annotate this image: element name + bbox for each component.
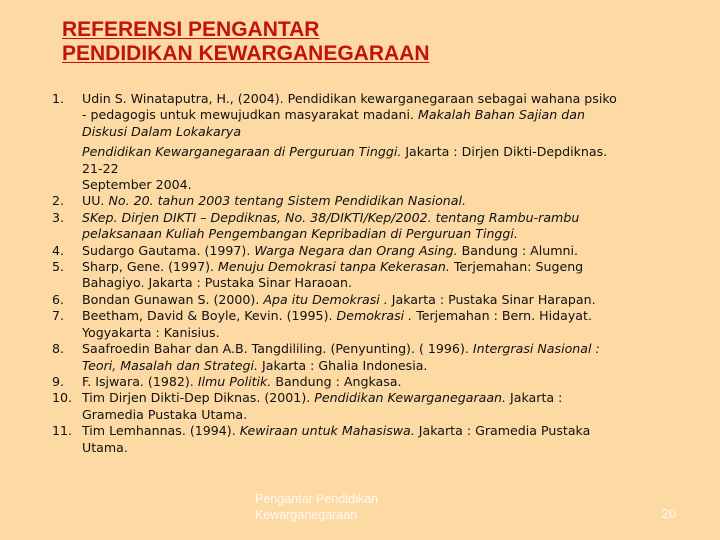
reference-line — [82, 124, 692, 140]
reference-item — [52, 308, 692, 341]
reference-publisher: Bandung : Angkasa. — [271, 373, 402, 389]
reference-line — [82, 144, 692, 160]
reference-italic-title: Menuju Demokrasi tanpa Kekerasan. — [218, 259, 450, 275]
reference-line — [82, 308, 692, 324]
reference-line — [82, 341, 692, 357]
reference-text — [82, 259, 692, 292]
reference-list — [52, 91, 692, 456]
reference-number: 4. — [52, 242, 65, 258]
reference-number: 10. — [52, 390, 73, 406]
reference-text — [82, 292, 692, 308]
reference-item — [52, 341, 692, 374]
reference-plain-text: UU. — [82, 193, 109, 209]
reference-text — [82, 91, 692, 193]
reference-number: 3. — [52, 209, 65, 225]
reference-plain-text: Bondan Gunawan S. (2000). — [82, 291, 264, 307]
reference-plain-text: Yogyakarta : Kanisius. — [82, 324, 220, 340]
reference-item — [52, 259, 692, 292]
reference-text — [82, 423, 692, 456]
reference-text — [82, 390, 692, 423]
reference-item — [52, 374, 692, 390]
reference-plain-text: Beetham, David & Boyle, Kevin. (1995). — [82, 308, 337, 324]
title-line-2: PENDIDIKAN KEWARGANEGARAAN — [62, 42, 430, 65]
reference-italic-title: Pendidikan Kewarganegaraan di Perguruan Tinggi. — [82, 144, 402, 160]
reference-item — [52, 193, 692, 209]
reference-publisher: Jakarta : Dirjen Dikti-Depdiknas. — [401, 144, 608, 160]
reference-number: 7. — [52, 308, 65, 324]
reference-line — [82, 423, 692, 439]
reference-line — [82, 226, 692, 242]
slide-title — [62, 18, 430, 66]
reference-plain-text: Gramedia Pustaka Utama. — [82, 406, 248, 422]
reference-italic-title: Ilmu Politik. — [197, 373, 272, 389]
reference-number: 1. — [52, 91, 65, 106]
reference-line — [82, 177, 692, 193]
reference-item — [52, 390, 692, 423]
reference-line — [82, 275, 692, 291]
footer-course-name — [255, 491, 378, 523]
reference-line — [82, 440, 692, 456]
reference-plain-text: Sudargo Gautama. (1997). — [82, 242, 255, 258]
reference-plain-text: 21-22 — [82, 160, 119, 176]
reference-line — [82, 243, 692, 259]
reference-italic-title: Teori, Masalah dan Strategi. — [82, 357, 259, 373]
reference-line — [82, 259, 692, 275]
reference-publisher: Bandung : Alumni. — [457, 242, 579, 258]
reference-line — [82, 358, 692, 374]
reference-number: 11. — [52, 423, 73, 439]
reference-italic-title: No. 20. tahun 2003 tentang Sistem Pendidikan Nasional. — [108, 193, 466, 209]
reference-item — [52, 210, 692, 243]
reference-item — [52, 423, 692, 456]
reference-italic-title: Makalah Bahan Sajian dan — [418, 107, 585, 123]
reference-plain-text: Tim Lemhannas. (1994). — [82, 423, 240, 439]
reference-italic-title: Pendidikan Kewarganegaraan. — [314, 390, 507, 406]
reference-number: 2. — [52, 193, 65, 209]
title-line-1: REFERENSI PENGANTAR — [62, 18, 320, 41]
reference-number: 6. — [52, 291, 65, 307]
reference-plain-text: September 2004. — [82, 177, 192, 193]
reference-italic-title: pelaksanaan Kuliah Pengembangan Kepribadian di Perguruan Tinggi. — [82, 226, 518, 242]
reference-line — [82, 161, 692, 177]
reference-plain-text: Utama. — [82, 439, 128, 455]
reference-line — [82, 292, 692, 308]
reference-plain-text: Tim Dirjen Dikti-Dep Diknas. (2001). — [82, 390, 315, 406]
reference-italic-title: Kewiraan untuk Mahasiswa. — [239, 423, 415, 439]
reference-item — [52, 292, 692, 308]
reference-text — [82, 341, 692, 374]
reference-number: 8. — [52, 341, 65, 357]
reference-publisher: Terjemahan: Sugeng — [449, 259, 584, 275]
footer-line-1: Pengantar Pendidikan — [255, 492, 379, 506]
reference-plain-text: - pedagogis untuk mewujudkan masyarakat madani. — [82, 107, 419, 123]
reference-italic-title: SKep. Dirjen DIKTI – Depdiknas, No. 38/DIKTI/Kep/2002. tentang Rambu-rambu — [82, 209, 580, 225]
reference-italic-title: Demokrasi . — [336, 308, 413, 324]
reference-item — [52, 91, 692, 193]
reference-plain-text: Bahagiyo. Jakarta : Pustaka Sinar Haraoan. — [82, 275, 353, 291]
reference-italic-title: Diskusi Dalam Lokakarya — [82, 123, 242, 139]
reference-line — [82, 325, 692, 341]
reference-publisher: Terjemahan : Bern. Hidayat. — [412, 308, 592, 324]
reference-text — [82, 308, 692, 341]
reference-plain-text: Sharp, Gene. (1997). — [82, 259, 218, 275]
reference-publisher: Jakarta : — [506, 390, 563, 406]
reference-italic-title: Apa itu Demokrasi . — [263, 291, 388, 307]
reference-publisher: Jakarta : Pustaka Sinar Harapan. — [387, 291, 596, 307]
reference-text — [82, 243, 692, 259]
reference-number: 5. — [52, 259, 65, 275]
reference-text — [82, 210, 692, 243]
reference-plain-text: Saafroedin Bahar dan A.B. Tangdililing. (Penyunting). ( 1996). — [82, 341, 473, 357]
page-number: 20 — [662, 507, 676, 521]
reference-line — [82, 390, 692, 406]
reference-italic-title: Intergrasi Nasional : — [472, 341, 600, 357]
reference-text — [82, 374, 692, 390]
reference-italic-title: Warga Negara dan Orang Asing. — [254, 242, 458, 258]
reference-number: 9. — [52, 373, 65, 389]
reference-line — [82, 107, 692, 123]
reference-line — [82, 374, 692, 390]
reference-line — [82, 210, 692, 226]
footer-line-2: Kewarganegaraan — [255, 508, 358, 522]
reference-line — [82, 193, 692, 209]
reference-plain-text: Udin S. Winataputra, H., (2004). Pendidikan kewarganegaraan sebagai wahana psiko — [82, 91, 617, 106]
reference-text — [82, 193, 692, 209]
reference-line — [82, 91, 692, 107]
reference-item — [52, 243, 692, 259]
reference-line — [82, 407, 692, 423]
reference-publisher: Jakarta : Ghalia Indonesia. — [258, 357, 428, 373]
reference-publisher: Jakarta : Gramedia Pustaka — [414, 423, 591, 439]
reference-plain-text: F. Isjwara. (1982). — [82, 373, 198, 389]
